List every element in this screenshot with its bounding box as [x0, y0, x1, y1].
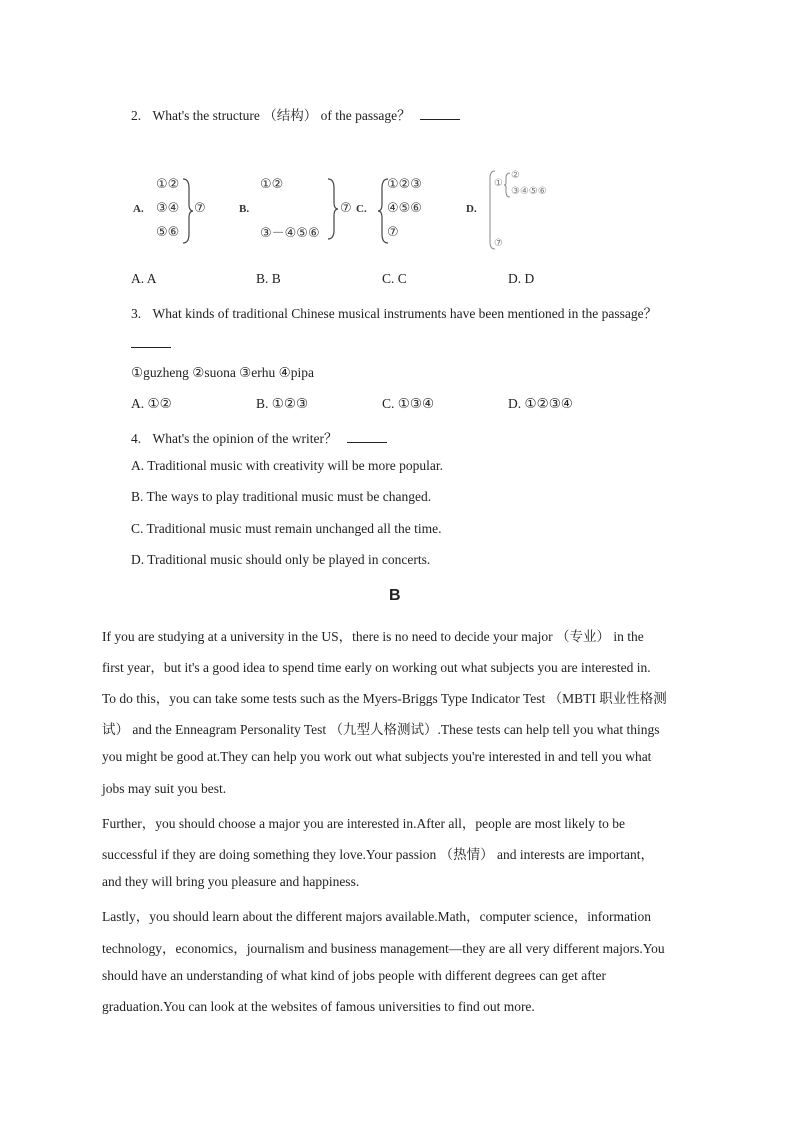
passage-line: graduation.You can look at the websites of famous universities to find out more. — [102, 999, 535, 1014]
question-2 — [131, 104, 460, 124]
question-text: What's the structure （结构） of the passage？ — [152, 108, 411, 123]
passage-line: technology，economics，journalism and business management—they are all very different majors.You — [102, 941, 665, 956]
q3-items: ①guzheng ②suona ③erhu ④pipa — [131, 365, 314, 380]
question-text: What kinds of traditional Chinese musical instruments have been mentioned in the passage？ — [152, 306, 658, 321]
answer-blank — [420, 107, 460, 120]
answer-blank — [131, 334, 171, 348]
q3-option-c[interactable]: C. ①③④ — [382, 396, 435, 411]
question-text: What's the opinion of the writer？ — [152, 431, 338, 446]
passage-line: and they will bring you pleasure and happiness. — [102, 874, 360, 889]
passage-line: Lastly，you should learn about the different majors available.Math，computer science，information — [102, 909, 651, 924]
q2-option-d[interactable]: D. D — [508, 271, 535, 286]
question-number: 3. — [131, 306, 142, 321]
question-4 — [131, 427, 387, 447]
section-heading: B — [389, 587, 401, 604]
passage-line: 试） and the Enneagram Personality Test （九型人格测试）.These tests can help tell you what things — [102, 722, 660, 737]
diagram-b-label: B. — [239, 203, 250, 215]
passage-line: you might be good at.They can help you work out what subjects you're interested in and tell you what — [102, 749, 652, 764]
diagram-a-row-1: ①② — [156, 177, 180, 192]
passage-line: If you are studying at a university in the US，there is no need to decide your major （专业） in the — [102, 629, 644, 644]
passage-line: successful if they are doing something they love.Your passion （热情） and interests are important， — [102, 847, 655, 862]
diagram-b-right: ⑦ — [340, 201, 352, 216]
diagram-b-top: ①② — [260, 177, 284, 192]
answer-blank — [347, 430, 387, 443]
q2-option-b[interactable]: B. B — [256, 271, 281, 286]
passage-line: To do this，you can take some tests such as the Myers-Briggs Type Indicator Test （MBTI 职业性格测 — [102, 691, 667, 706]
question-3 — [131, 302, 657, 322]
diagram-a-row-3: ⑤⑥ — [156, 225, 180, 240]
diagram-a-brace — [182, 178, 194, 244]
diagram-a-right: ⑦ — [194, 201, 206, 216]
question-number: 4. — [131, 431, 142, 446]
q3-option-d[interactable]: D. ①②③④ — [508, 396, 573, 411]
diagram-c-row-2: ④⑤⑥ — [387, 201, 422, 216]
diagram-b-bottom: ③－④⑤⑥ — [260, 226, 320, 241]
diagram-a-row-2: ③④ — [156, 201, 180, 216]
q4-option-c[interactable]: C. Traditional music must remain unchanged all the time. — [131, 521, 442, 536]
diagram-b-brace — [327, 178, 339, 240]
diagram-a-label: A. — [133, 203, 144, 215]
diagram-d-inner-brace — [503, 172, 511, 198]
q3-option-b[interactable]: B. ①②③ — [256, 396, 309, 411]
diagram-d-branch-bottom: ③④⑤⑥ — [511, 186, 547, 197]
diagram-d-label: D. — [466, 203, 477, 215]
q3-option-a[interactable]: A. ①② — [131, 396, 172, 411]
diagram-c-label: C. — [356, 203, 367, 215]
q4-option-d[interactable]: D. Traditional music should only be played in concerts. — [131, 552, 431, 567]
q2-option-c[interactable]: C. C — [382, 271, 407, 286]
passage-line: Further，you should choose a major you are interested in.After all，people are most likely to be — [102, 816, 625, 831]
question-number: 2. — [131, 108, 142, 123]
passage-line: jobs may suit you best. — [102, 781, 227, 796]
diagram-c-row-3: ⑦ — [387, 225, 399, 240]
diagram-d-branch-top: ② — [511, 170, 520, 181]
q2-option-a[interactable]: A. A — [131, 271, 157, 286]
passage-line: should have an understanding of what kind of jobs people with different degrees can get after — [102, 968, 606, 983]
diagram-d-last: ⑦ — [494, 238, 503, 249]
q4-option-b[interactable]: B. The ways to play traditional music must be changed. — [131, 489, 432, 504]
diagram-c-row-1: ①②③ — [387, 177, 422, 192]
q4-option-a[interactable]: A. Traditional music with creativity will be more popular. — [131, 458, 443, 473]
diagram-d-first: ① — [494, 178, 503, 189]
passage-line: first year，but it's a good idea to spend time early on working out what subjects you are interested in. — [102, 660, 651, 675]
